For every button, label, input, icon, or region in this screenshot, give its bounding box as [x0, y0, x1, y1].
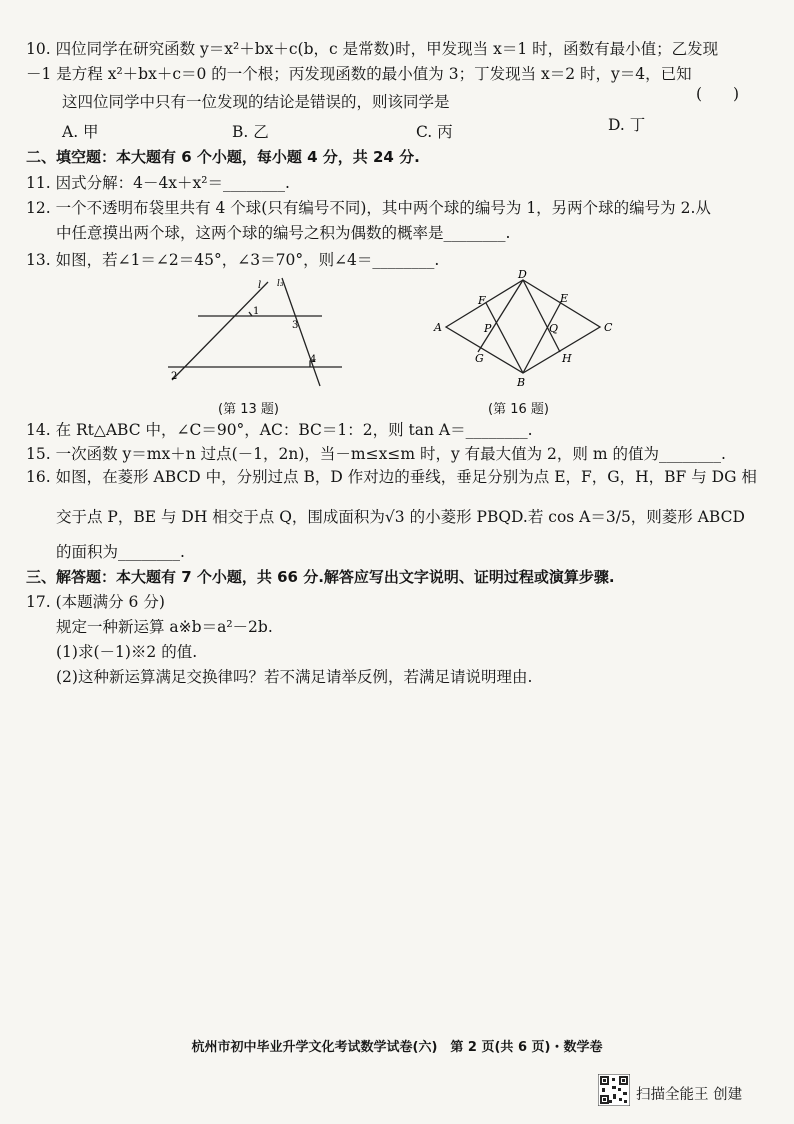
- q17-rule: 规定一种新运算 a※b＝a²－2b.: [56, 618, 273, 636]
- q14: 14. 在 Rt△ABC 中，∠C＝90°，AC：BC＝1：2，则 tan A＝________.: [26, 421, 533, 439]
- fig16-label-p: P: [484, 322, 492, 335]
- q10-option-c: C. 丙: [416, 123, 453, 141]
- q10-line3: 这四位同学中只有一位发现的结论是错误的，则该同学是: [62, 93, 450, 111]
- section2-heading: 二、填空题：本大题有 6 个小题，每小题 4 分，共 24 分.: [26, 148, 420, 166]
- fig13-label-3: 3: [292, 320, 299, 331]
- fig13-caption: (第 13 题): [218, 402, 279, 417]
- fig13-line-l3: [282, 278, 320, 386]
- q10-line1: 10. 四位同学在研究函数 y＝x²＋bx＋c(b，c 是常数)时，甲发现当 x＝1 时，函数有最小值；乙发现: [26, 40, 719, 58]
- fig13-label-l: l: [258, 280, 262, 291]
- fig16-rhombus-abcd: [446, 280, 600, 373]
- fig13-label-1: 1: [253, 306, 260, 317]
- q16-line2: 交于点 P，BE 与 DH 相交于点 Q，围成面积为√3 的小菱形 PBQD.若 cos A＝3/5，则菱形 ABCD: [56, 508, 745, 526]
- scanner-brand-text: 扫描全能王 创建: [636, 1087, 743, 1103]
- fig16-dg: [478, 280, 523, 352]
- q17-part2: (2)这种新运算满足交换律吗？若不满足请举反例，若满足请说明理由.: [56, 668, 533, 686]
- fig16-caption: (第 16 题): [488, 402, 549, 417]
- fig16-label-a: A: [434, 321, 442, 334]
- q17-title: 17. (本题满分 6 分): [26, 593, 165, 611]
- fig13-label-4: 4: [310, 354, 317, 365]
- fig16-label-c: C: [604, 321, 613, 334]
- fig16-label-e: E: [560, 292, 569, 305]
- q10-option-d: D. 丁: [608, 116, 646, 134]
- fig13-line-l: [172, 282, 268, 380]
- fig13-label-l3: l₃: [277, 279, 284, 289]
- q16-line3: 的面积为________.: [56, 543, 185, 561]
- fig16-label-b: B: [517, 376, 526, 389]
- qr-code-icon: [598, 1074, 630, 1106]
- q17-part1: (1)求(－1)※2 的值.: [56, 643, 198, 661]
- q10-option-b: B. 乙: [232, 123, 269, 141]
- figure-13: [160, 272, 350, 392]
- page-footer: 杭州市初中毕业升学文化考试数学试卷(六) 第 2 页(共 6 页)・数学卷: [191, 1040, 603, 1055]
- fig16-label-h: H: [562, 352, 572, 365]
- q11: 11. 因式分解：4－4x＋x²＝________.: [26, 174, 290, 192]
- q10-answer-paren: ( ): [696, 85, 740, 103]
- fig16-label-g: G: [475, 352, 484, 365]
- section3-heading: 三、解答题：本大题有 7 个小题，共 66 分.解答应写出文字说明、证明过程或演算步骤.: [26, 568, 615, 586]
- fig16-label-d: D: [518, 270, 527, 281]
- q12-line2: 中任意摸出两个球，这两个球的编号之积为偶数的概率是________.: [56, 224, 511, 242]
- fig13-label-2: 2: [171, 371, 178, 382]
- fig16-label-q: Q: [549, 322, 559, 335]
- figure-16: [428, 270, 618, 395]
- q15: 15. 一次函数 y＝mx＋n 过点(－1，2n)，当－m≤x≤m 时，y 有最大值为 2，则 m 的值为________.: [26, 445, 726, 463]
- q16-line1: 16. 如图，在菱形 ABCD 中，分别过点 B，D 作对边的垂线，垂足分别为点 E，F，G，H，BF 与 DG 相: [26, 468, 757, 486]
- q10-line2: －1 是方程 x²＋bx＋c＝0 的一个根；丙发现函数的最小值为 3；丁发现当 x＝2 时，y＝4，已知: [26, 65, 692, 83]
- fig16-label-f: F: [478, 294, 486, 307]
- q10-option-a: A. 甲: [62, 123, 99, 141]
- q12-line1: 12. 一个不透明布袋里共有 4 个球(只有编号不同)，其中两个球的编号为 1，另两个球的编号为 2.从: [26, 199, 711, 217]
- q13: 13. 如图，若∠1＝∠2＝45°，∠3＝70°，则∠4＝________.: [26, 251, 440, 269]
